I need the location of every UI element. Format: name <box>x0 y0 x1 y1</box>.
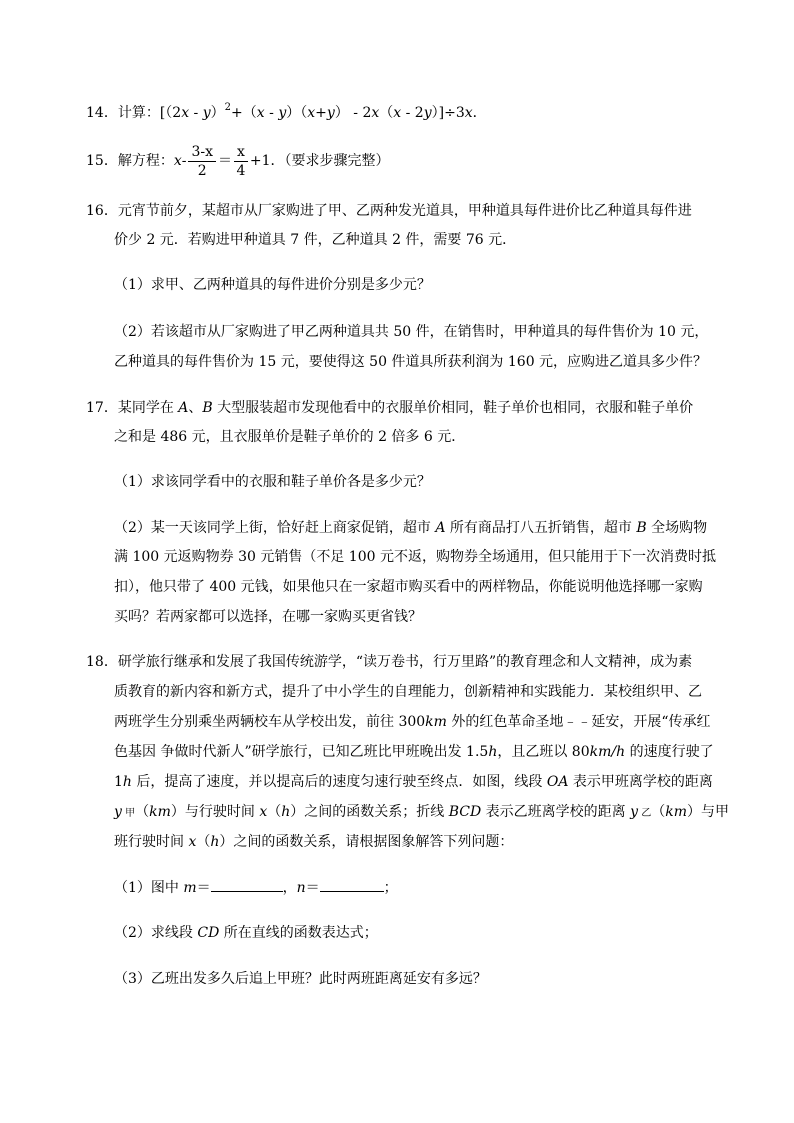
question-18-part-2 <box>114 923 378 943</box>
unit: h <box>488 744 498 760</box>
question-number: 15． <box>86 153 118 169</box>
var: x <box>259 804 268 820</box>
text: （ <box>135 804 150 820</box>
fraction-denominator: 4 <box>236 162 246 179</box>
fraction-denominator: 2 <box>197 162 207 179</box>
unit: km <box>665 804 687 820</box>
text: 的速度行驶了 <box>625 744 714 760</box>
text: ）与甲 <box>686 804 729 820</box>
text: （1）图中 <box>114 880 184 896</box>
question-18-line-4 <box>114 742 714 762</box>
text: 色基因 争做时代新人”研学旅行，已知乙班比甲班晚出发 1.5 <box>114 744 489 760</box>
var: y <box>630 804 639 820</box>
expr-part: ）（ <box>286 105 308 121</box>
question-18-line-5 <box>114 772 713 792</box>
var: BCD <box>448 804 482 820</box>
text: 所在直线的函数表达式； <box>219 925 378 941</box>
text: （2）求线段 <box>114 925 198 941</box>
var: y <box>114 804 122 820</box>
fraction-1 <box>188 143 216 180</box>
question-number: 14． <box>86 105 118 121</box>
question-17-line-1 <box>86 398 693 418</box>
text: 1 <box>114 774 123 790</box>
text: （ <box>267 804 282 820</box>
expr-part: - <box>264 105 279 121</box>
question-17-part-2-line-4: 买吗？若两家都可以选择，在哪一家购买更省钱？ <box>114 609 422 625</box>
text: ）之间的函数关系；折线 <box>290 804 449 820</box>
expr-part: - <box>189 105 203 121</box>
text: ）之间的函数关系，请根据图象解答下列问题： <box>219 834 514 850</box>
answer-blank-n[interactable] <box>320 877 384 892</box>
text: 所有商品打八五折销售，超市 <box>445 520 637 536</box>
var: x <box>256 105 265 121</box>
text: ； <box>383 880 398 896</box>
fraction-numerator: 3-x <box>188 143 216 162</box>
unit: h <box>281 804 291 820</box>
text: 表示乙班离学校的距离 <box>481 804 631 820</box>
unit: km/h <box>589 744 626 760</box>
var: x <box>173 153 182 169</box>
question-16-part-2-line-2: 乙种道具的每件售价为 15 元，要使得这 50 件道具所获利润为 160 元，应购进乙道具多少件？ <box>114 354 708 370</box>
expr-part: + <box>315 105 327 121</box>
unit: h <box>210 834 220 850</box>
var: x <box>393 105 402 121</box>
text: （2）某一天该同学上街，恰好赶上商家促销，超市 <box>114 520 436 536</box>
unit: km <box>149 804 171 820</box>
question-17-part-1: （1）求该同学看中的衣服和鞋子单价各是多少元？ <box>114 474 431 490</box>
expr-part: ）]÷3 <box>431 105 465 121</box>
text: 后，提高了速度，并以提高后的速度匀速行驶至终点．如图，线段 <box>131 774 547 790</box>
var: B <box>202 400 213 416</box>
var: B <box>636 520 647 536</box>
question-18-part-1 <box>114 877 398 898</box>
var: y <box>278 105 287 121</box>
answer-blank-m[interactable] <box>211 877 283 892</box>
text: 两班学生分别乘坐两辆校车从学校出发，前往 300 <box>114 714 426 730</box>
expr-part: （ <box>379 105 394 121</box>
text: （ <box>651 804 666 820</box>
expr-part: ） - 2 <box>334 105 372 121</box>
question-label: 解方程： <box>117 153 174 169</box>
question-18-line-1: 18．研学旅行继承和发展了我国传统游学，“读万卷书，行万里路”的教育理念和人文精神，成为素 <box>86 654 693 670</box>
text: 班行驶时间 <box>114 834 189 850</box>
expr-part: +（ <box>231 105 257 121</box>
question-16-part-1: （1）求甲、乙两种道具的每件进价分别是多少元？ <box>114 277 431 293</box>
question-14 <box>86 103 487 125</box>
question-15 <box>86 139 390 183</box>
fraction-2 <box>234 143 248 180</box>
var: OA <box>546 774 569 790</box>
text: 表示甲班离学校的距离 <box>568 774 713 790</box>
exponent: 2 <box>224 102 232 113</box>
text: ， <box>282 880 297 896</box>
expr-part: - 2 <box>401 105 424 121</box>
fraction-numerator: x <box>234 143 248 162</box>
text: ＝ <box>305 880 320 896</box>
text: 全场购物 <box>646 520 708 536</box>
text: （ <box>196 834 211 850</box>
var: x <box>181 105 190 121</box>
var: y <box>202 105 211 121</box>
question-17-part-2-line-3: 扣），他只带了 400 元钱，如果他只在一家超市购买看中的两样物品，你能说明他选择哪一家购 <box>114 579 703 595</box>
text: 大型服装超市发现他看中的衣服单价相同，鞋子单价也相同，衣服和鞋子单价 <box>212 400 694 416</box>
text: 17．某同学在 <box>86 400 179 416</box>
var: y <box>423 105 432 121</box>
var: n <box>296 880 306 896</box>
subscript: 乙 <box>638 808 652 819</box>
question-18-line-3 <box>114 712 711 732</box>
unit: h <box>122 774 132 790</box>
expr-part: - <box>181 153 187 169</box>
question-17-line-2: 之和是 486 元，且衣服单价是鞋子单价的 2 倍多 6 元． <box>114 429 466 445</box>
question-17-part-2-line-1 <box>114 518 707 538</box>
question-18-part-3: （3）乙班出发多久后追上甲班？此时两班距离延安有多远？ <box>114 971 487 987</box>
question-18-line-6 <box>114 802 729 824</box>
question-17-part-2-line-2: 满 100 元返购物券 30 元销售（不足 100 元不返，购物券全场通用，但只能用于下一次消费时抵 <box>114 549 716 565</box>
var: A <box>178 400 189 416</box>
text: ）与行驶时间 <box>170 804 260 820</box>
question-18-line-2: 质教育的新内容和新方式，提升了中小学生的自理能力，创新精神和实践能力．某校组织甲、乙 <box>114 684 702 700</box>
var: x <box>188 834 197 850</box>
unit: km <box>425 714 447 730</box>
question-16-line-1: 16．元宵节前夕，某超市从厂家购进了甲、乙两种发光道具，甲种道具每件进价比乙种道具每件进 <box>86 203 692 219</box>
var: m <box>183 880 197 896</box>
var: x <box>307 105 316 121</box>
expr-part: [（2 <box>159 105 182 121</box>
question-16-part-2-line-1: （2）若该超市从厂家购进了甲乙两种道具共 50 件，在销售时，甲种道具的每件售价为 10 元， <box>114 324 709 340</box>
var: x <box>464 105 473 121</box>
expr-part: +1．（要求步骤完整） <box>249 153 390 169</box>
expr-part: ． <box>472 105 487 121</box>
text: 外的红色革命圣地﹣﹣延安，开展“传承红 <box>446 714 711 730</box>
text: 、 <box>188 400 203 416</box>
question-18-line-7 <box>114 832 513 852</box>
equals-sign: ＝ <box>218 153 233 169</box>
text: ，且乙班以 80 <box>497 744 590 760</box>
question-16-line-2: 价少 2 元．若购进甲种道具 7 件，乙种道具 2 件，需要 76 元． <box>114 232 517 248</box>
var: x <box>371 105 380 121</box>
expr-part: ） <box>210 105 225 121</box>
var: CD <box>197 925 220 941</box>
subscript: 甲 <box>121 808 136 819</box>
var: A <box>435 520 446 536</box>
text: ＝ <box>196 880 211 896</box>
var: y <box>326 105 335 121</box>
question-label: 计算： <box>117 105 160 121</box>
